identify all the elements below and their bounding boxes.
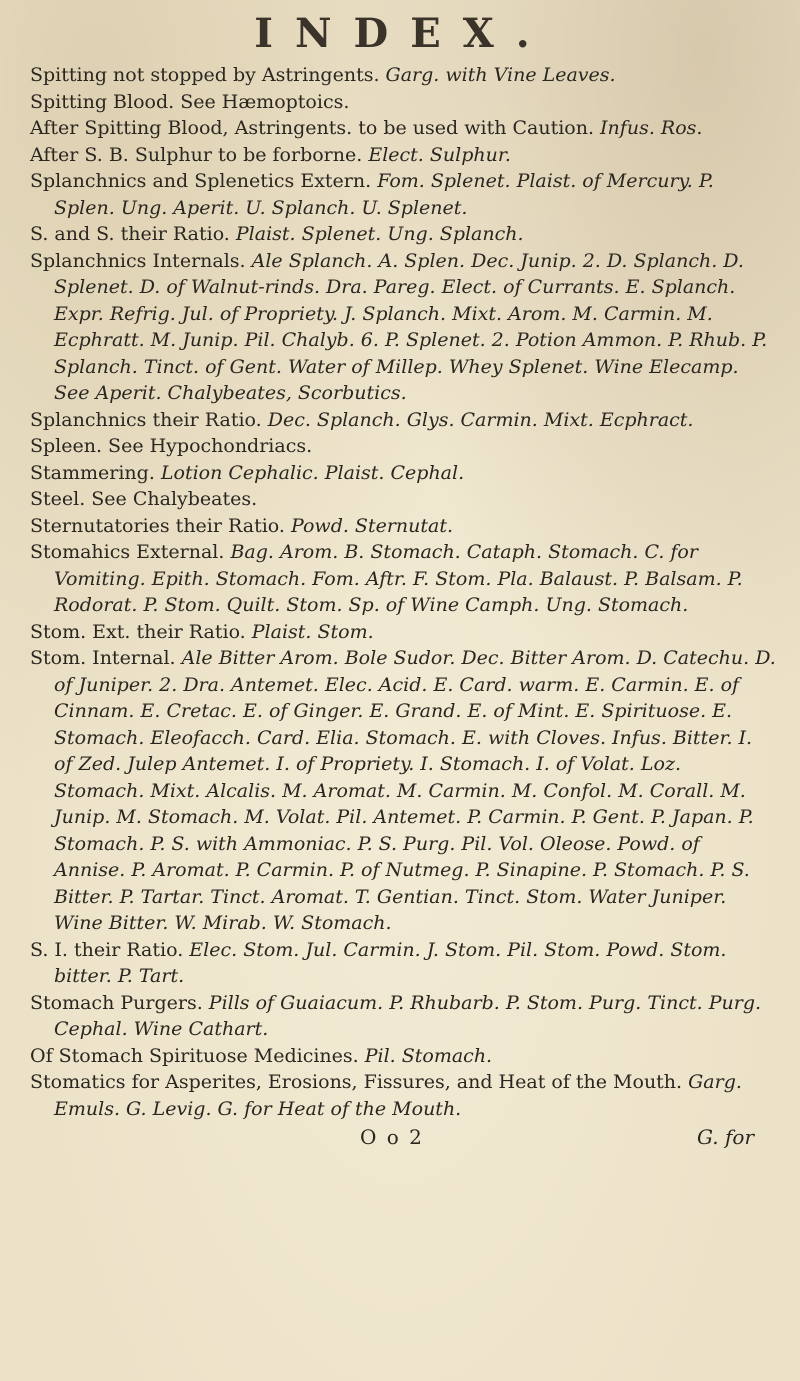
index-entry <box>30 460 776 487</box>
entry-text: Bag. Arom. B. Stomach. Cataph. Stomach. C. for Vomiting. Epith. Stomach. Fom. Aftr. F. Stom. Pla. Balaust. P. Balsam. P. Rodorat. P. Stom. Quilt. Stom. Sp. of Wine Camph. Ung. Stomach. <box>54 541 743 616</box>
index-entry <box>30 89 776 116</box>
entry-head: Splanchnics and Splenetics Extern. <box>30 170 372 192</box>
entry-text: Elect. Sulphur. <box>362 143 511 166</box>
index-entry <box>30 407 776 434</box>
page-header: INDEX. <box>254 10 552 57</box>
entry-head: After Spitting Blood, Astringents. to be used with Caution. <box>30 117 595 139</box>
index-entry <box>30 619 776 646</box>
entry-head: Splanchnics their Ratio. <box>30 408 262 431</box>
entry-text: Garg. with Vine Leaves. <box>379 64 616 86</box>
entry-head: Spleen. See Hypochondriacs. <box>30 435 313 457</box>
entry-head: S. I. their Ratio. <box>30 938 184 961</box>
entry-head: S. and S. their Ratio. <box>30 223 230 245</box>
index-entry <box>30 248 776 407</box>
entry-text: Powd. Sternutat. <box>284 514 454 537</box>
index-entry <box>30 62 776 89</box>
entry-head: Of Stomach Spirituose Medicines. <box>30 1044 359 1067</box>
entry-text: Garg. Emuls. G. Levig. G. for Heat of the Mouth. <box>54 1071 742 1120</box>
entry-head: Stomach Purgers. <box>30 991 203 1014</box>
entry-head: Stom. Internal. <box>30 647 176 669</box>
entry-head: Splanchnics Internals. <box>30 249 246 272</box>
index-entry <box>30 168 776 221</box>
catchword: G. for <box>697 1125 754 1149</box>
index-entry <box>30 142 776 169</box>
entry-text: Plaist. Stom. <box>245 620 374 643</box>
entry-head: Sternutatories their Ratio. <box>30 514 285 537</box>
index-entry <box>30 645 776 937</box>
entry-text: Pil. Stomach. <box>358 1044 493 1067</box>
entry-text: Ale Bitter Arom. Bole Sudor. Dec. Bitter Arom. D. Catechu. D. of Juniper. 2. Dra. Antemet. Elec. Acid. E. Card. warm. E. Carmin. E. of Cinnam. E. Cretac. E. of Ginger. E. Grand. E. of Mint. E. Spirituose. E. Stomach. Eleofacch. Card. Elia. Stomach. E. with Cloves. Infus. Bitter. I. of Zed. Julep Antemet. I. of Propriety. I. Stomach. I. of Volat. Loz. Stomach. Mixt. Alcalis. M. Aromat. M. Carmin. M. Confol. M. Corall. M. Junip. M. Stomach. M. Volat. Pil. Antemet. P. Carmin. P. Gent. P. Japan. P. Stomach. P. S. with Ammoniac. P. S. Purg. Pil. Vol. Oleose. Powd. of Annise. P. Aromat. P. Carmin. P. of Nutmeg. P. Sinapine. P. Stomach. P. S. Bitter. P. Tartar. Tinct. Aromat. T. Gentian. Tinct. Stom. Water Juniper. Wine Bitter. W. Mirab. W. Stomach. <box>54 647 776 934</box>
entry-head: Spitting Blood. See Hæmoptoics. <box>30 90 350 113</box>
index-entry <box>30 937 776 990</box>
index-entry <box>30 433 776 460</box>
entry-text: Lotion Cephalic. Plaist. Cephal. <box>154 461 465 484</box>
index-entry <box>30 1043 776 1070</box>
entry-text: Dec. Splanch. Glys. Carmin. Mixt. Ecphract. <box>261 408 694 431</box>
entry-text: Fom. Splenet. Plaist. of Mercury. P. Splen. Ung. Aperit. U. Splanch. U. Splenet. <box>54 170 714 219</box>
index-entry <box>30 513 776 540</box>
entry-text: Plaist. Splenet. Ung. Splanch. <box>229 223 524 245</box>
entry-head: Steel. See Chalybeates. <box>30 488 258 510</box>
index-entries <box>30 62 776 1122</box>
page-footer <box>30 1122 776 1152</box>
entry-text: Elec. Stom. Jul. Carmin. J. Stom. Pil. Stom. Powd. Stom. bitter. P. Tart. <box>54 938 727 987</box>
index-entry <box>30 486 776 513</box>
index-entry <box>30 1069 776 1122</box>
entry-text: Infus. Ros. <box>594 117 703 139</box>
entry-head: Stom. Ext. their Ratio. <box>30 620 246 643</box>
entry-head: Stomatics for Asperites, Erosions, Fissures, and Heat of the Mouth. <box>30 1071 683 1093</box>
entry-text: Ale Splanch. A. Splen. Dec. Junip. 2. D. Splanch. D. Splenet. D. of Walnut-rinds. Dra. Pareg. Elect. of Currants. E. Splanch. Expr. Refrig. Jul. of Propriety. J. Splanch. Mixt. Arom. M. Carmin. M. Ecphratt. M. Junip. Pil. Chalyb. 6. P. Splenet. 2. Potion Ammon. P. Rhub. P. Splanch. Tinct. of Gent. Water of Millep. Whey Splenet. Wine Elecamp. See Aperit. Chalybeates, Scorbutics. <box>54 249 768 404</box>
entry-head: After S. B. Sulphur to be forborne. <box>30 143 363 166</box>
entry-head: Stomahics External. <box>30 541 225 563</box>
entry-head: Spitting not stopped by Astringents. <box>30 64 380 86</box>
index-entry <box>30 221 776 248</box>
index-entry <box>30 115 776 142</box>
index-entry <box>30 990 776 1043</box>
signature-mark: O o 2 <box>360 1125 424 1149</box>
index-entry <box>30 539 776 619</box>
entry-text: Pills of Guaiacum. P. Rhubarb. P. Stom. Purg. Tinct. Purg. Cephal. Wine Cathart. <box>54 991 762 1040</box>
entry-head: Stammering. <box>30 461 155 484</box>
